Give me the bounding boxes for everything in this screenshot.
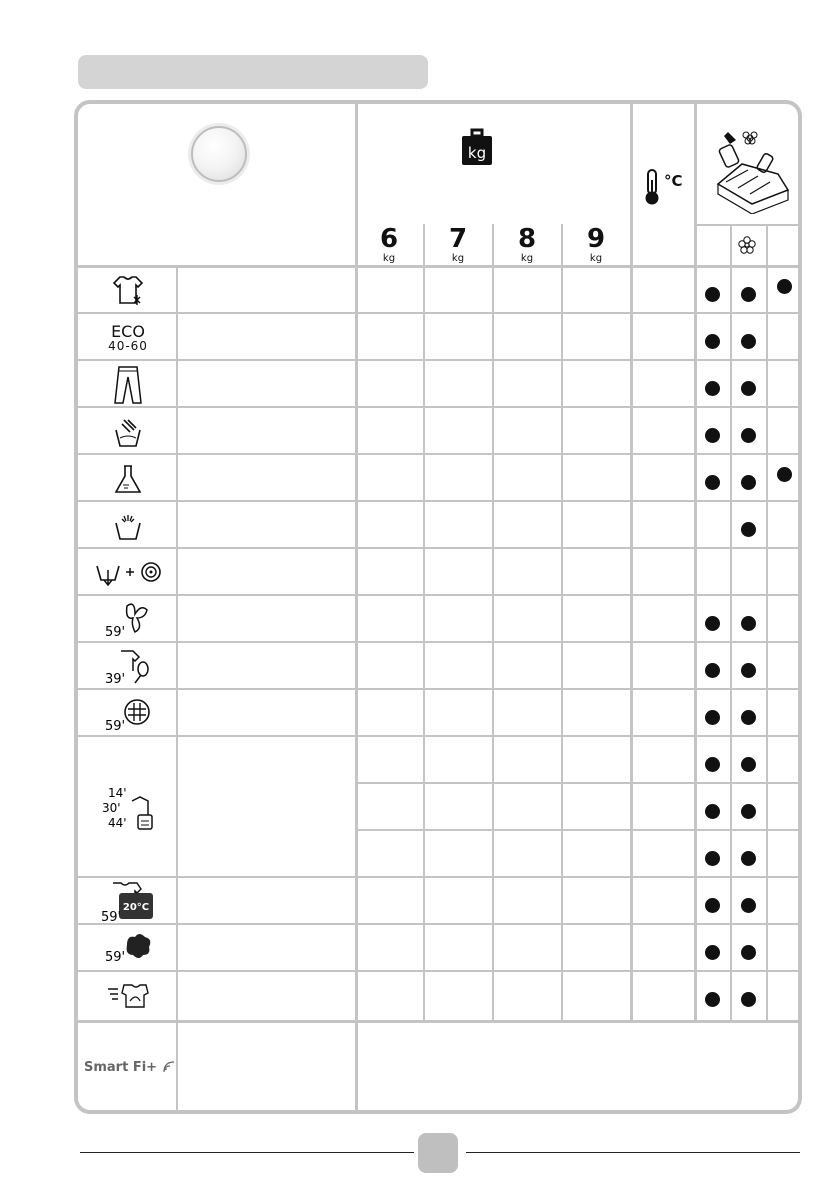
row-divider	[78, 453, 802, 455]
compartment-dot	[705, 804, 720, 819]
flask-icon	[78, 456, 178, 502]
compartment-dot	[705, 334, 720, 349]
row-divider	[78, 594, 802, 596]
cotton-59-icon	[78, 926, 178, 972]
load-6kg: 6 kg	[379, 224, 399, 264]
smart-fi-label: Smart Fi+	[84, 1060, 176, 1075]
footer-rule-left	[80, 1152, 414, 1153]
compartment-dot	[741, 663, 756, 678]
svg-text:59': 59'	[105, 719, 126, 734]
row-divider	[355, 782, 802, 784]
col-divider	[766, 226, 768, 1022]
col-divider	[694, 104, 697, 1022]
compartment-dot	[705, 992, 720, 1007]
eco-icon: ECO 40-60	[108, 322, 148, 353]
row-divider	[78, 312, 802, 314]
temperature-unit: °C	[664, 172, 683, 190]
hygiene-59-icon	[78, 691, 178, 737]
compartment-dot	[777, 279, 792, 294]
footer-rule-right	[466, 1152, 800, 1153]
svg-text:59': 59'	[105, 625, 126, 640]
row-divider	[355, 829, 802, 831]
compartment-dot	[705, 616, 720, 631]
page-number-box	[418, 1133, 458, 1173]
compartment-dot	[741, 428, 756, 443]
compartment-dot	[705, 428, 720, 443]
compartment-dot	[741, 898, 756, 913]
load-9kg: 9 kg	[586, 224, 606, 264]
row-divider	[78, 359, 802, 361]
load-7kg: 7 kg	[448, 224, 468, 264]
drain-spin-icon	[78, 550, 178, 596]
svg-text:59': 59'	[105, 950, 126, 965]
delicate-59-icon	[78, 597, 178, 643]
svg-text:kg: kg	[467, 144, 487, 162]
compartment-dot	[741, 804, 756, 819]
svg-text:14': 14'	[108, 785, 127, 800]
svg-text:30': 30'	[102, 800, 121, 815]
row-divider	[78, 641, 802, 643]
col-divider	[355, 104, 358, 1114]
thermometer-icon	[644, 168, 660, 206]
softener-flower-icon	[738, 236, 756, 254]
col-divider	[492, 224, 494, 1022]
compartment-dot	[741, 381, 756, 396]
col-divider	[561, 224, 563, 1022]
program-table	[74, 100, 802, 1114]
dark-20c-59-icon	[78, 879, 178, 925]
col-divider	[423, 224, 425, 1022]
row-divider	[78, 688, 802, 690]
jeans-icon	[78, 362, 178, 408]
wifi-icon	[162, 1060, 176, 1074]
row-divider	[694, 224, 802, 226]
quick-dry-icon	[78, 973, 178, 1019]
col-divider	[730, 226, 732, 1022]
compartment-dot	[741, 287, 756, 302]
sport-39-icon	[78, 644, 178, 690]
row-divider	[78, 547, 802, 549]
weight-kg-icon	[461, 128, 493, 166]
compartment-dot	[705, 757, 720, 772]
compartment-dot	[705, 381, 720, 396]
compartment-dot	[705, 851, 720, 866]
compartment-dot	[741, 616, 756, 631]
compartment-dot	[741, 851, 756, 866]
hand-wash-icon	[78, 409, 178, 455]
compartment-dot	[705, 663, 720, 678]
section-title-bar	[78, 55, 428, 89]
compartment-dot	[741, 992, 756, 1007]
rapid-icon	[78, 738, 178, 879]
load-8kg: 8 kg	[517, 224, 537, 264]
svg-text:39': 39'	[105, 672, 126, 687]
col-divider	[630, 104, 633, 1022]
row-divider	[78, 265, 802, 268]
detergent-drawer-icon	[712, 124, 792, 214]
compartment-dot	[741, 710, 756, 725]
shirt-sparkle-icon	[78, 268, 178, 314]
svg-text:20°C: 20°C	[122, 902, 150, 913]
compartment-dot	[705, 898, 720, 913]
compartment-dot	[741, 945, 756, 960]
svg-text:59': 59'	[101, 910, 122, 923]
compartment-dot	[741, 522, 756, 537]
compartment-dot	[705, 475, 720, 490]
svg-text:44': 44'	[108, 815, 127, 830]
compartment-dot	[777, 467, 792, 482]
program-dial-icon	[191, 126, 247, 182]
compartment-dot	[705, 945, 720, 960]
row-divider	[78, 500, 802, 502]
compartment-dot	[741, 475, 756, 490]
row-divider	[78, 1020, 802, 1023]
compartment-dot	[705, 287, 720, 302]
row-divider	[78, 406, 802, 408]
row-divider	[78, 876, 802, 878]
row-divider	[78, 735, 802, 737]
compartment-dot	[741, 757, 756, 772]
row-divider	[78, 970, 802, 972]
rinse-icon	[78, 503, 178, 549]
compartment-dot	[705, 710, 720, 725]
compartment-dot	[741, 334, 756, 349]
row-divider	[78, 923, 802, 925]
